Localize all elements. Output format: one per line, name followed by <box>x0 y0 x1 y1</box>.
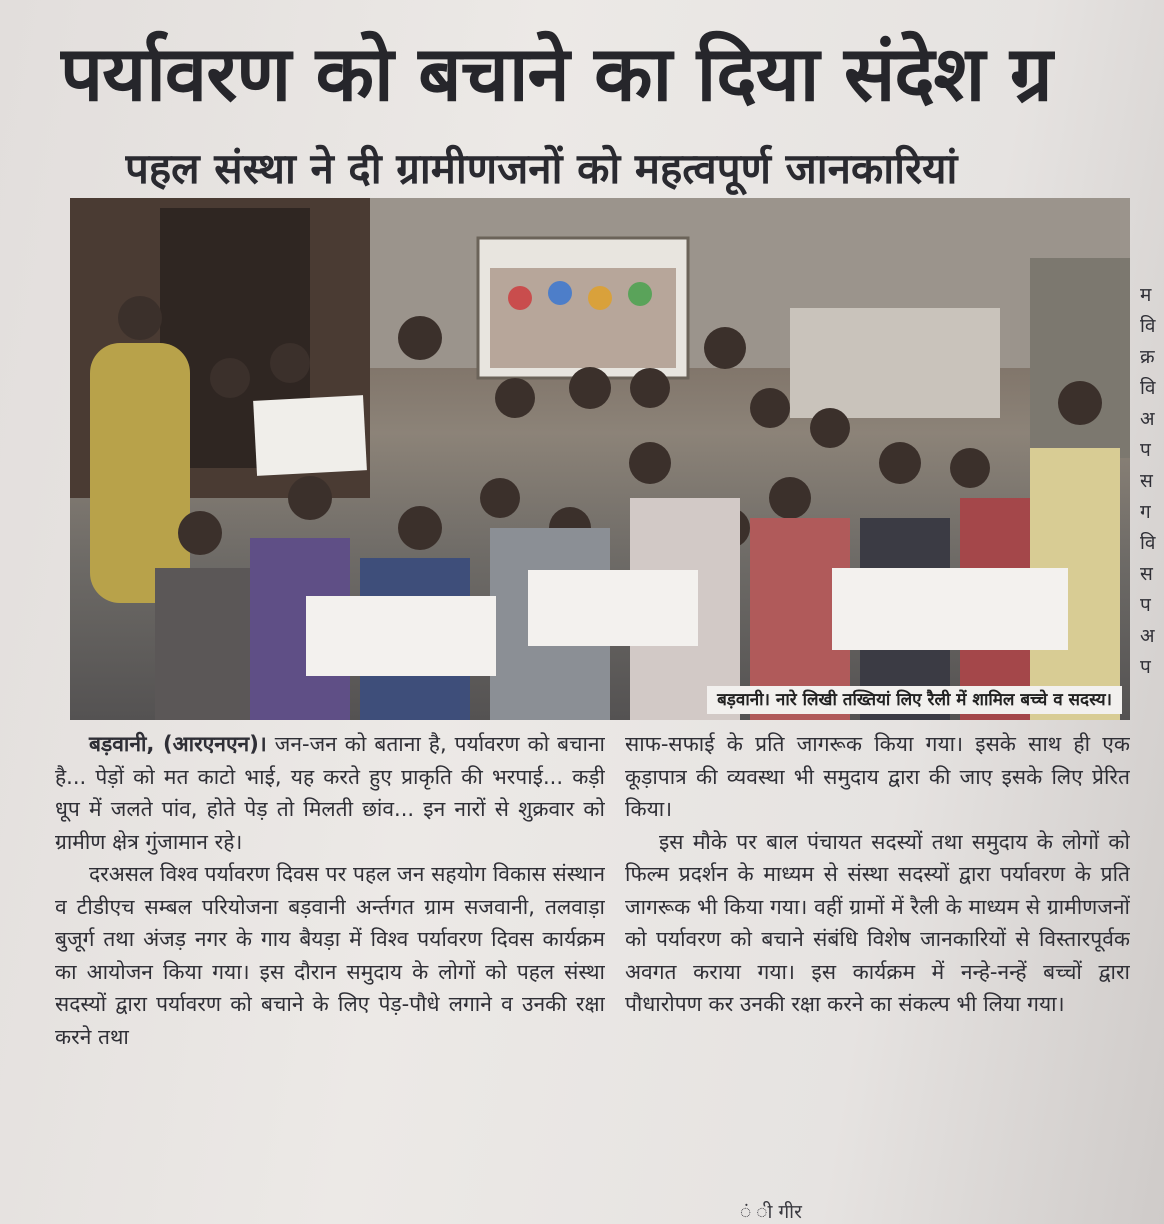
edge-char: स <box>1140 563 1153 585</box>
photo-caption: बड़वानी। नारे लिखी तख्तियां लिए रैली में शामिल बच्चे व सदस्य। <box>707 686 1122 714</box>
subheadline: पहल संस्था ने दी ग्रामीणजनों को महत्वपूर्ण जानकारियां <box>125 144 958 193</box>
next-article-strip: ं ी गीर <box>740 1201 802 1223</box>
dateline: बड़वानी, (आरएनएन)। <box>89 732 267 756</box>
edge-char: वि <box>1140 377 1156 399</box>
edge-char: अ <box>1140 625 1155 647</box>
adjacent-article-edge <box>1140 280 1164 800</box>
edge-char: ग <box>1140 501 1151 523</box>
edge-char: म <box>1140 284 1152 306</box>
article-column-left <box>55 728 605 1208</box>
article-paragraph <box>55 728 605 858</box>
edge-char: स <box>1140 470 1153 492</box>
edge-char: अ <box>1140 408 1155 430</box>
headline: पर्यावरण को बचाने का दिया संदेश ग्र <box>60 29 1052 118</box>
edge-char: प <box>1140 439 1151 461</box>
article-column-right <box>625 728 1130 1168</box>
edge-char: प <box>1140 656 1151 678</box>
article-paragraph: दरअसल विश्व पर्यावरण दिवस पर पहल जन सहयोग विकास संस्थान व टीडीएच सम्बल परियोजना बड़वानी अर्न्तगत ग्राम सजवानी, तलवाड़ा बुजूर्ग तथा अंजड़ नगर के गाय बैयड़ा में विश्व पर्यावरण दिवस कार्यक्रम का आयोजन किया गया। इस दौरान समुदाय के लोगों को पहल संस्था सदस्यों द्वारा पर्यावरण को बचाने के लिए पेड़-पौधे लगाने व उनकी रक्षा करने तथा <box>55 862 605 1049</box>
edge-char: वि <box>1140 532 1156 554</box>
news-photo <box>70 198 1130 720</box>
edge-char: क्र <box>1140 346 1155 368</box>
paragraph-text: जन-जन को बताना है, पर्यावरण को बचाना है... पेड़ों को मत काटो भाई, यह करते हुए प्राकृति की भरपाई... कड़ी धूप में जलते पांव, होते पेड़ तो मिलती छांव... इन नारों से शुक्रवार को ग्रामीण क्षेत्र गुंजामान रहे। <box>55 732 605 854</box>
article-paragraph: इस मौके पर बाल पंचायत सदस्यों तथा समुदाय के लोगों को फिल्म प्रदर्शन के माध्यम से संस्था सदस्यों द्वारा पर्यावरण के प्रति जागरूक भी किया गया। वहीं ग्रामों में रैली के माध्यम से ग्रामीणजनों को पर्यावरण को बचाने संबंधि विशेष जानकारियों से विस्तारपूर्वक अवगत कराया गया। इस कार्यक्रम में नन्हे-नन्हें बच्चों द्वारा पौधारोपण कर उनकी रक्षा करने का संकल्प भी लिया गया। <box>625 829 1130 1016</box>
edge-char: वि <box>1140 315 1156 337</box>
photo-illustration <box>70 198 1130 720</box>
edge-char: प <box>1140 594 1151 616</box>
article-paragraph: साफ-सफाई के प्रति जागरूक किया गया। इसके साथ ही एक कूड़ापात्र की व्यवस्था भी समुदाय द्वारा की जाए इसके लिए प्रेरित किया। <box>625 732 1130 821</box>
